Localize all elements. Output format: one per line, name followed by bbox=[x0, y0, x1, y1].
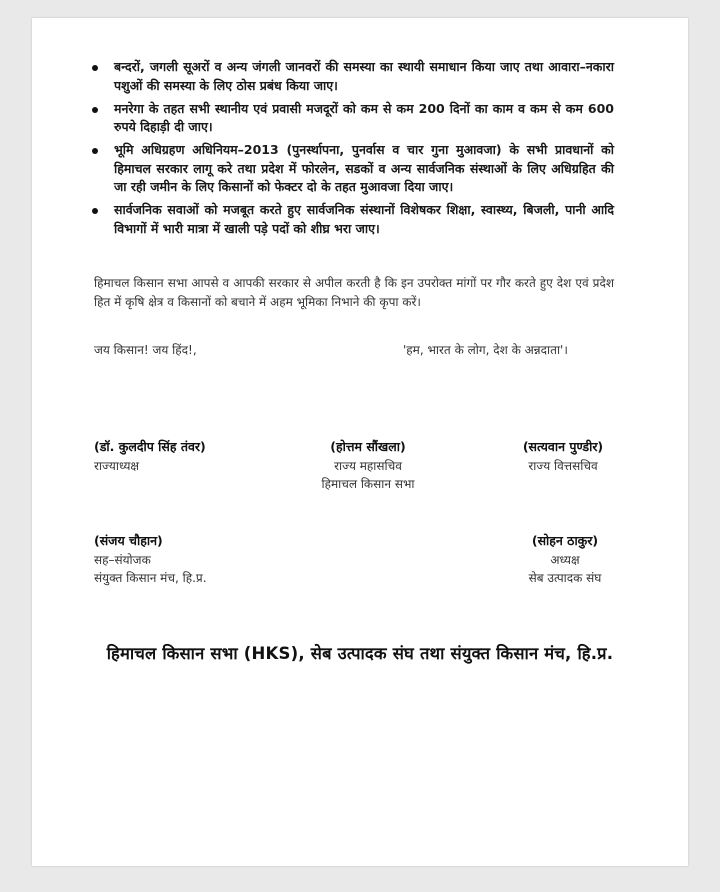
signatory-title: अध्यक्ष bbox=[550, 552, 580, 567]
slogan-right: 'हम, भारत के लोग, देश के अन्नदाता'। bbox=[403, 343, 568, 357]
signatory-name: (सोहन ठाकुर) bbox=[531, 533, 599, 548]
signatory-title: सह–संयोजक bbox=[94, 552, 151, 567]
signatory-name: (संजय चौहान) bbox=[94, 533, 163, 548]
slogan-left: जय किसान! जय हिंद!, bbox=[94, 343, 197, 357]
document-page bbox=[32, 18, 688, 866]
footer-organizations: हिमाचल किसान सभा (HKS), सेब उत्पादक संघ तथा संयुक्त किसान मंच, हि.प्र. bbox=[106, 644, 614, 663]
signatory-kuldeep bbox=[94, 438, 206, 475]
demand-text: सार्वजनिक सवाओं को मजबूत करते हुए सार्वजनिक संस्थानों विशेषकर शिक्षा, स्वास्थ्य, बिजली, पानी आदि विभागों में भारी मात्रा में खाली पड़े पदों को शीघ्र भरा जाए। bbox=[114, 202, 614, 236]
signatory-title: राज्य महासचिव bbox=[334, 458, 402, 473]
demand-list bbox=[92, 58, 614, 243]
bullet-icon bbox=[92, 107, 98, 113]
list-item bbox=[92, 201, 614, 238]
signatory-name: (सत्यवान पुण्डीर) bbox=[522, 439, 604, 454]
signatory-org: सेब उत्पादक संघ bbox=[528, 571, 602, 585]
signatory-org: हिमाचल किसान सभा bbox=[321, 477, 415, 491]
list-item bbox=[92, 100, 614, 137]
signatory-sanjay bbox=[94, 532, 207, 588]
signatory-name: (डॉ. कुलदीप सिंह तंवर) bbox=[94, 439, 206, 454]
signatory-org: संयुक्त किसान मंच, हि.प्र. bbox=[94, 571, 207, 585]
appeal-paragraph: हिमाचल किसान सभा आपसे व आपकी सरकार से अपील करती है कि इन उपरोक्त मांगों पर गौर करते हुए देश एवं प्रदेश हित में कृषि क्षेत्र व किसानों को बचाने में अहम भूमिका निभाने की कृपा करें। bbox=[94, 276, 614, 309]
list-item bbox=[92, 141, 614, 197]
demand-text: भूमि अधिग्रहण अधिनियम–2013 (पुनर्स्थापना, पुनर्वास व चार गुना मुआवजा) के सभी प्रावधानों को हिमाचल सरकार लागू करे तथा प्रदेश में फोरलेन, सडकों व अन्य सार्वजनिक संस्थाओं के लिए अधिग्रहित की जा रही जमीन के लिए किसानों को फेक्टर दो के तहत मुआवजा दिया जाए। bbox=[114, 142, 614, 194]
signatory-title: राज्य वित्तसचिव bbox=[528, 458, 598, 473]
demand-text: बन्दरों, जगली सूअरों व अन्य जंगली जानवरों की समस्या का स्थायी समाधान किया जाए तथा आवारा–नकारा पशुओं की समस्या के लिए ठोस प्रबंध किया जाए। bbox=[114, 59, 614, 93]
list-item bbox=[92, 58, 614, 95]
signatory-title: राज्याध्यक्ष bbox=[94, 458, 140, 473]
signatory-satyawan bbox=[514, 438, 612, 475]
demand-text: मनरेगा के तहत सभी स्थानीय एवं प्रवासी मजदूरों को कम से कम 200 दिनों का काम व कम से कम 600 रुपये दिहाड़ी दी जाए। bbox=[114, 100, 614, 134]
bullet-icon bbox=[92, 208, 98, 214]
bullet-icon bbox=[92, 65, 98, 71]
signatory-name: (होत्तम सौंखला) bbox=[330, 439, 406, 454]
signatory-hotam bbox=[310, 438, 426, 494]
signatory-sohan bbox=[521, 532, 609, 588]
bullet-icon bbox=[92, 148, 98, 154]
